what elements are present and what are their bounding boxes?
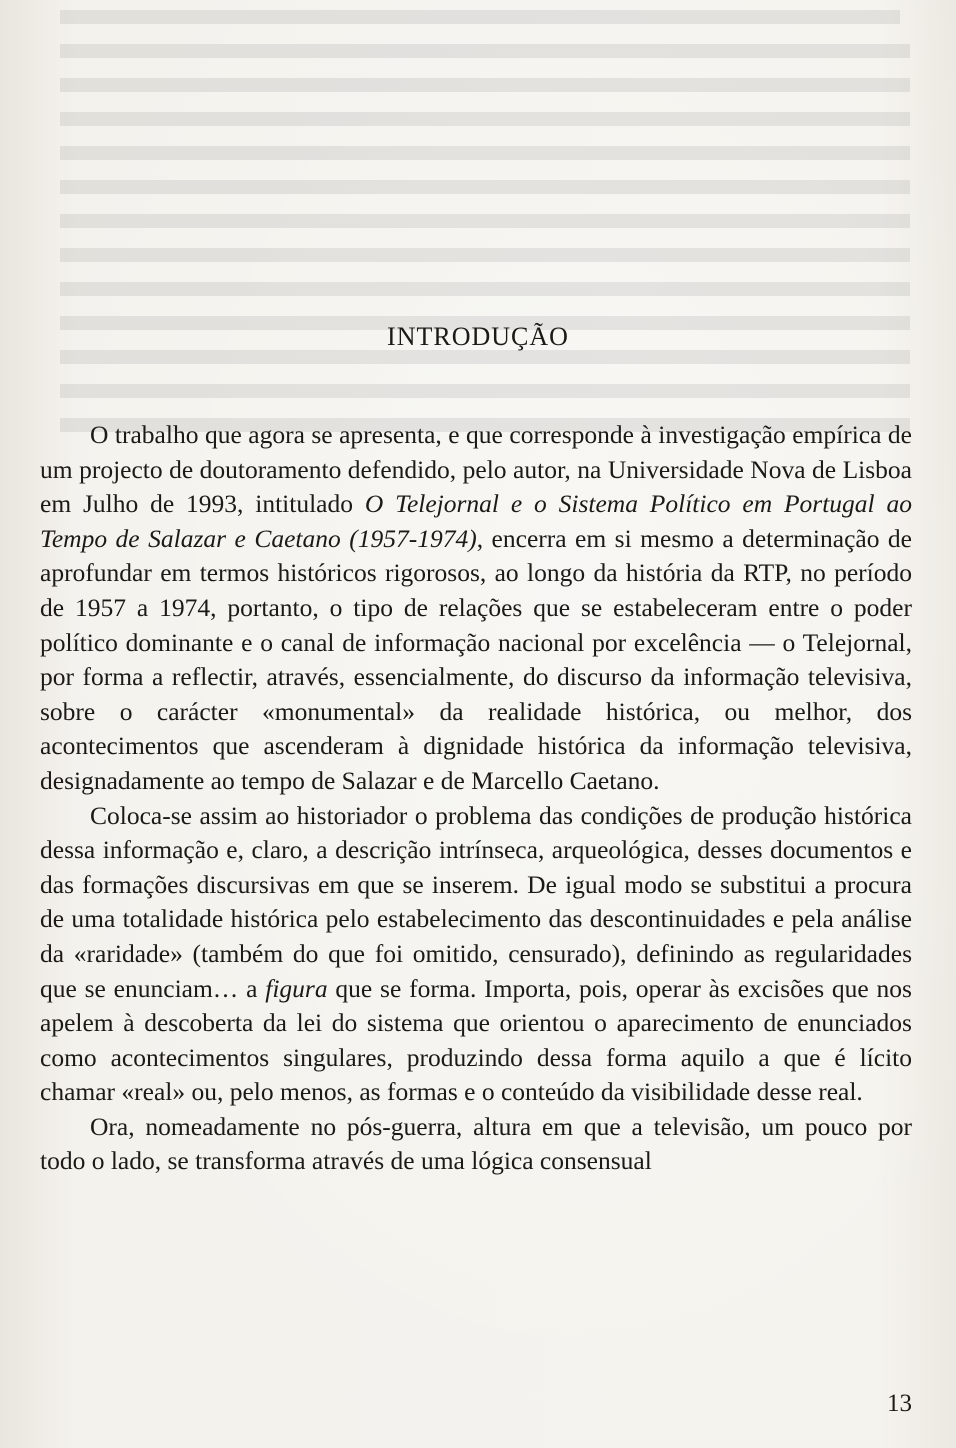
paragraph-text: que se forma. Importa, pois, operar às excisões que nos apelem à descoberta da lei do sistema que orientou o aparecimento de enunciados como acontecimentos singulares, produzindo dessa forma aquilo a que é lícito chamar «real» ou, pelo menos, as formas e o conteúdo da visibilidade desse real. (40, 973, 912, 1107)
page-number: 13 (887, 1390, 912, 1417)
page-title: INTRODUÇÃO (387, 322, 569, 351)
paragraph (40, 1110, 912, 1179)
paragraph-text: O trabalho que agora se apresenta, e que corresponde à investigação empírica de um projecto de doutoramento defendido, pelo autor, na Universidade Nova de Lisboa em Julho de 1993, intitulado (40, 420, 912, 519)
show-through-texture (40, 0, 920, 440)
body-text (40, 418, 912, 1179)
paragraph (40, 418, 912, 799)
paragraph-text: , encerra em si mesmo a determinação de aprofundar em termos históricos rigorosos, ao longo da história da RTP, no período de 1957 a 1974, portanto, o tipo de relações que se estabeleceram entre o poder político dominante e o canal de informação nacional por excelência — o Telejornal, por forma a reflectir, através, essencialmente, do discurso da informação televisiva, sobre o carácter «monumental» da realidade histórica, ou melhor, dos acontecimentos que ascenderam à dignidade histórica da informação televisiva, designadamente ao tempo de Salazar e de Marcello Caetano. (40, 523, 913, 795)
paragraph-italic-text: figura (265, 973, 328, 1003)
paragraph-italic-text: O Telejornal e o Sistema Político em Portugal ao Tempo de Salazar e Caetano (1957-1974) (40, 489, 912, 553)
paragraph-text: Ora, nomeadamente no pós-guerra, altura em que a televisão, um pouco por todo o lado, se transforma através de uma lógica consensual (40, 1111, 912, 1176)
paragraph-text: Coloca-se assim ao historiador o problema das condições de produção histórica dessa informação e, claro, a descrição intrínseca, arqueológica, desses documentos e das formações discursivas em que se inserem. De igual modo se substitui a procura de uma totalidade histórica pelo estabelecimento das descontinuidades e pela análise da «raridade» (também do que foi omitido, censurado), definindo as regularidades que se enunciam… a (40, 800, 912, 1003)
show-through-lines (40, 0, 920, 440)
paragraph (40, 799, 912, 1110)
